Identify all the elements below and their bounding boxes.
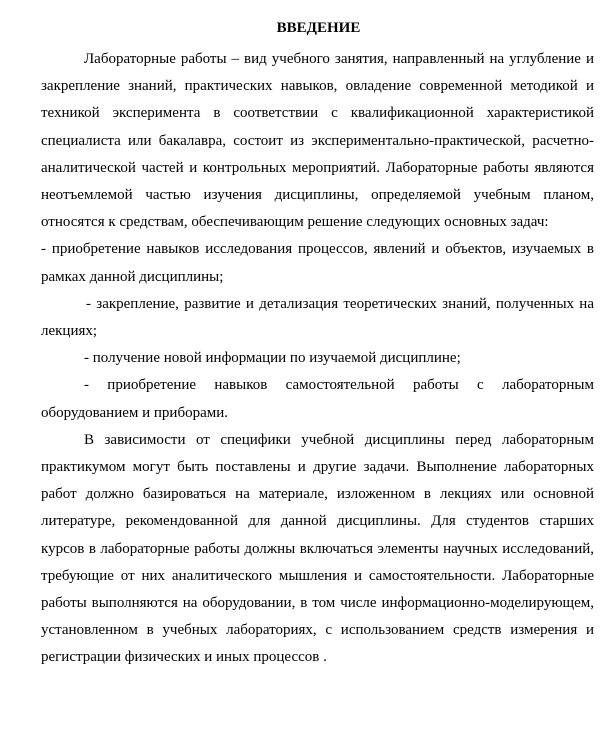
body-paragraph: В зависимости от специфики учебной дисциплины перед лабораторным практикумом могут быть поставлены и другие задачи. Выполнение лабораторных работ должно базироваться на материале, изложенном в лекциях или основной литературе, рекомендованной для данной дисциплины. Для студентов старших курсов в лабораторные работы должны включаться элементы научных исследований, требующие от них аналитического мышления и самостоятельности. Лабораторные работы выполняются на оборудовании, в том числе информационно-моделирующем, установленном в учебных лабораториях, с использованием средств измерения и регистрации физических и иных процессов . (41, 431, 594, 666)
task-item-independent-work: - приобретение навыков самостоятельной работы с лабораторным оборудованием и приборами. (41, 377, 594, 421)
task-item-acquire-research-skills: - приобретение навыков исследования процессов, явлений и объектов, изучаемых в рамках данной дисциплины; (41, 241, 594, 285)
task-item-consolidate-knowledge: - закрепление, развитие и детализация теоретических знаний, полученных на лекциях; (41, 295, 594, 340)
page-title: ВВЕДЕНИЕ (276, 20, 361, 36)
intro-paragraph: Лабораторные работы – вид учебного занятия, направленный на углубление и закрепление знаний, практических навыков, овладение современной методикой и техникой эксперимента в соответствии с квалификационной характеристикой специалиста или бакалавра, состоит из экспериментально-практической, расчетно-аналитической частей и контрольных мероприятий. Лабораторные работы являются неотъемлемой частью изучения дисциплины, определяемой учебным планом, относятся к средствам, обеспечивающим решение следующих основных задач: (41, 51, 594, 231)
task-item-new-information: - получение новой информации по изучаемой дисциплине; (84, 350, 461, 367)
